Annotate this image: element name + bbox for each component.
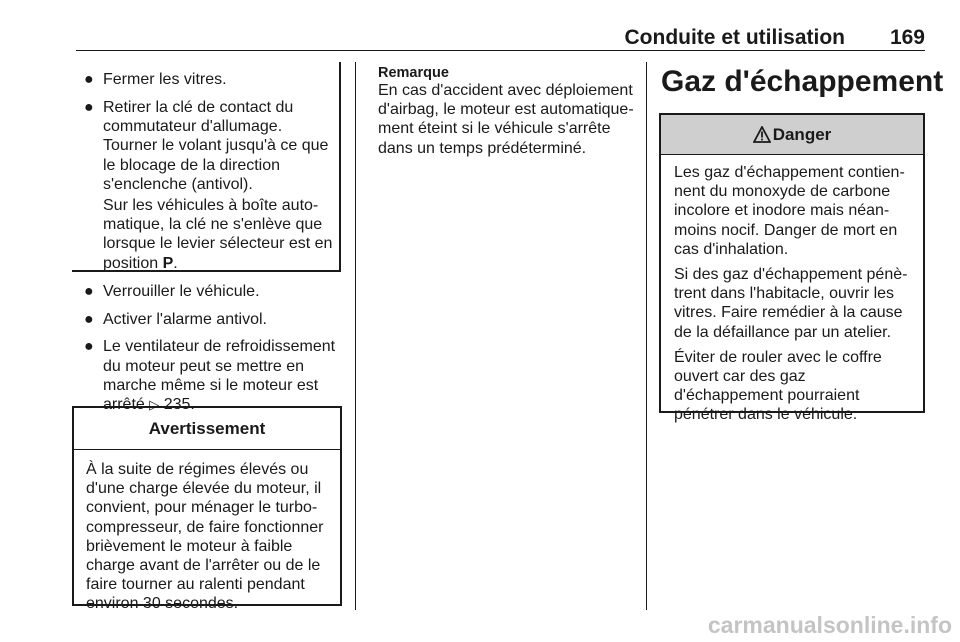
automatic-gearbox-note bbox=[103, 196, 339, 273]
list-item-text: Retirer la clé de contact du commutateur d'allumage. Tourner le volant jusqu'à ce que le blocage de la direction s'enclenche (antivol). bbox=[103, 99, 329, 193]
column-divider-1 bbox=[355, 62, 356, 610]
danger-title: Danger bbox=[772, 125, 832, 144]
selector-position: P bbox=[162, 254, 174, 272]
list-item bbox=[72, 282, 342, 301]
list-item bbox=[72, 70, 339, 89]
danger-paragraph: Si des gaz d'échappement pénètrent dans l'habitacle, ouvrir les vitres. Faire remédier à la cause de la défaillance par un atelier. bbox=[674, 266, 908, 341]
warning-box bbox=[72, 406, 342, 613]
header-rule bbox=[76, 50, 925, 51]
section-heading: Gaz d'échappement bbox=[661, 65, 944, 98]
bullet-icon: ● bbox=[84, 338, 94, 356]
column-divider-2 bbox=[646, 62, 647, 610]
instruction-list bbox=[72, 282, 342, 414]
bullet-icon: ● bbox=[84, 99, 94, 116]
bullet-icon: ● bbox=[84, 283, 94, 300]
list-item bbox=[72, 337, 342, 414]
remark-note bbox=[378, 66, 636, 158]
page-reference-icon[interactable]: ▷ bbox=[149, 397, 160, 413]
danger-box bbox=[659, 113, 925, 424]
warning-title: Avertissement bbox=[74, 408, 340, 450]
list-item-text: Fermer les vitres. bbox=[103, 71, 227, 88]
boxed-instruction-list bbox=[72, 62, 341, 272]
note-end: . bbox=[173, 254, 178, 272]
page-header bbox=[76, 26, 925, 50]
remark-text: En cas d'accident avec déploiement d'airbag, le moteur est automatiquement éteint si le véhicule s'arrête dans un temps prédéterminé. bbox=[378, 82, 634, 157]
header-section-title: Conduite et utilisation bbox=[624, 26, 845, 49]
bullet-icon: ● bbox=[84, 310, 94, 328]
bullet-icon: ● bbox=[84, 71, 94, 88]
remark-title: Remarque bbox=[378, 65, 449, 81]
page-reference[interactable]: 235. bbox=[163, 396, 195, 414]
page-number: 169 bbox=[889, 26, 925, 49]
list-item bbox=[72, 310, 342, 329]
danger-header bbox=[661, 115, 923, 155]
danger-body bbox=[661, 155, 923, 425]
watermark: carmanualsonline.info bbox=[707, 612, 952, 638]
list-item-text: Activer l'alarme antivol. bbox=[103, 310, 267, 328]
list-item bbox=[72, 98, 339, 194]
list-item-text: Le ventilateur de refroidissement du moteur peut se mettre en marche même si le moteur est arrêté bbox=[103, 338, 336, 414]
note-text: Sur les véhicules à boîte automatique, la clé ne s'enlève que lorsque le levier sélecteur est en position bbox=[103, 197, 333, 272]
danger-paragraph: Les gaz d'échappement contiennent du monoxyde de carbone incolore et inodore mais néanmoins nocif. Danger de mort en cas d'inhalation. bbox=[674, 164, 905, 258]
danger-paragraph: Éviter de rouler avec le coffre ouvert car des gaz d'échappement pourraient pénétrer dans le véhicule. bbox=[674, 348, 882, 424]
warning-text: À la suite de régimes élevés ou d'une charge élevée du moteur, il convient, pour ménager le turbocompresseur, de faire fonctionner brièvement le moteur à faible charge avant de l'arrêter ou de le faire tourner au ralenti pendant environ 30 secondes. bbox=[86, 461, 324, 613]
warning-triangle-icon bbox=[753, 126, 771, 143]
list-item-text: Verrouiller le véhicule. bbox=[103, 283, 260, 300]
